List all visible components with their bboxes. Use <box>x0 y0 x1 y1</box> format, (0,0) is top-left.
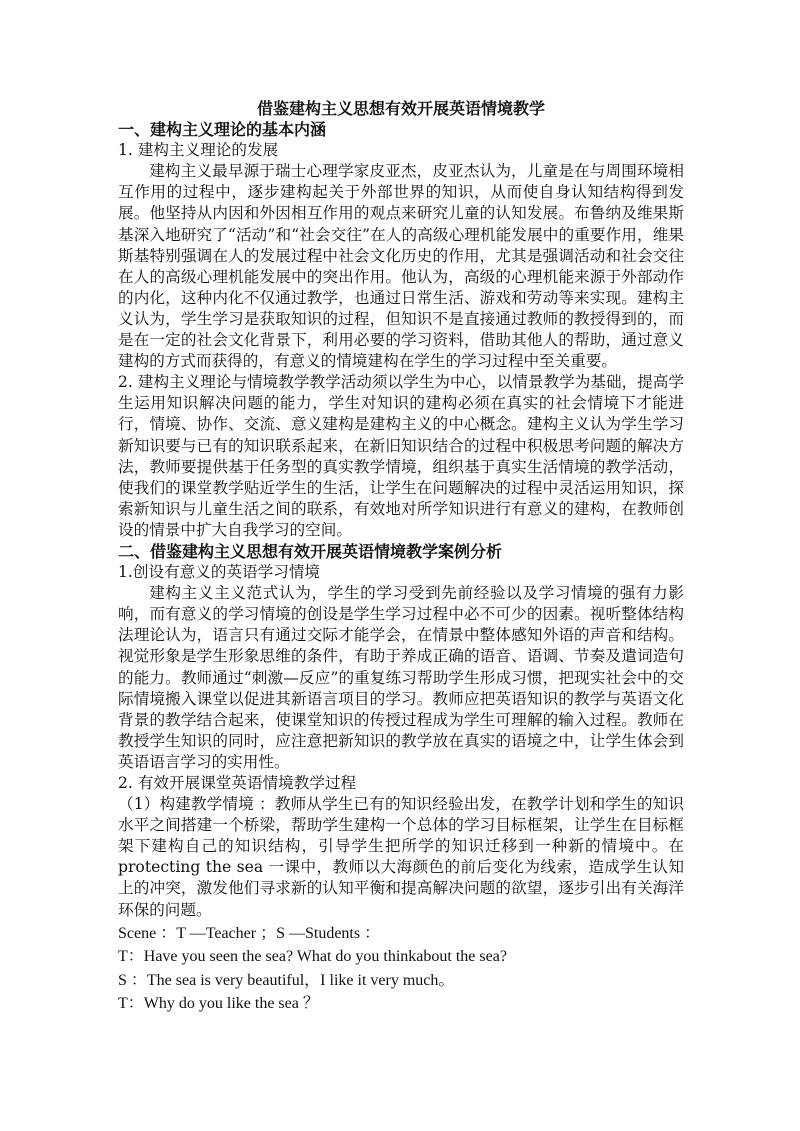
dialogue-scene: Scene ：T —Teacher ；S —Students ： <box>118 924 381 942</box>
subsection-1-1-paragraph: 建构主义最早源于瑞士心理学家皮亚杰，皮亚杰认为，儿童是在与周围环境相互作用的过程中，逐步建构起关于外部世界的知识，从而使自身认知结构得到发展。他坚持从内因和外因相互作用的观点来研究儿童的认知发展。布鲁纳及维果斯基深入地研究了“活动”和“社会交往”在人的高级心理机能发展中的重要作用，维果斯基特别强调在人的发展过程中社会文化历史的作用，尤其是强调活动和社会交往在人的高级心理机能发展中的突出作用。他认为，高级的心理机能来源于外部动作的内化，这种内化不仅通过教学，也通过日常生活、游戏和劳动等来实现。建构主义认为，学生学习是获取知识的过程，但知识不是直接通过教师的教授得到的，而是在一定的社会文化背景下，利用必要的学习资料，借助其他人的帮助，通过意义建构的方式而获得的，有意义的情境建构在学生的学习过程中至关重要。 <box>118 162 684 371</box>
document-page <box>118 98 684 1015</box>
dialogue-line: T：Why do you like the sea ？ <box>118 995 319 1013</box>
section-2-heading: 二、借鉴建构主义思想有效开展英语情境教学案例分析 <box>118 541 503 561</box>
subsection-2-1-paragraph: 建构主义主义范式认为，学生的学习受到先前经验以及学习情境的强有力影响，而有意义的学习情境的创设是学生学习过程中必不可少的因素。视听整体结构法理论认为，语言只有通过交际才能学会，在情景中整体感知外语的声音和结构。视觉形象是学生形象思维的条件，有助于养成正确的语音、语调、节奏及遣词造句的能力。教师通过“刺激—反应”的重复练习帮助学生形成习惯，把现实社会中的交际情境搬入课堂以促进其新语言项目的学习。教师应把英语知识的教学与英语文化背景的教学结合起来，使课堂知识的传授过程成为学生可理解的输入过程。教师在教授学生知识的同时，应注意把新知识的教学放在真实的语境之中，让学生体会到英语语言学习的实用性。 <box>118 584 684 771</box>
dialogue-line: S ：The sea is very beautiful，I like it very much。 <box>118 971 455 989</box>
subsection-2-2-paragraph: （1）构建教学情境 ：教师从学生已有的知识经验出发，在教学计划和学生的知识水平之间搭建一个桥梁，帮助学生建构一个总体的学习目标框架，让学生在目标框架下建构自己的知识结构，引导学生把所学的知识迁移到一种新的情境中。在 protecting the sea 一课中，教师以大海颜色的前后变化为线索，造成学生认知上的冲突，激发他们寻求新的认知平衡和提高解决问题的欲望，逐步引出有关海洋环保的问题。 <box>118 795 684 919</box>
subsection-2-1-heading: 1.创设有意义的英语学习情境 <box>118 563 321 582</box>
section-1-heading: 一、建构主义理论的基本内涵 <box>118 120 327 140</box>
subsection-1-2-paragraph: 2. 建构主义理论与情境教学教学活动须以学生为中心，以情景教学为基础，提高学生运用知识解决问题的能力，学生对知识的建构必须在真实的社会情境下才能进行，情境、协作、交流、意义建构是建构主义的中心概念。建构主义认为学生学习新知识要与已有的知识联系起来，在新旧知识结合的过程中积极思考问题的解决方法，教师要提供基于任务型的真实教学情境，组织基于真实生活情境的教学活动，使我们的课堂教学贴近学生的生活，让学生在问题解决的过程中灵活运用知识，探索新知识与儿童生活之间的联系，有效地对所学知识进行有意义的建构，在教师创设的情景中扩大自我学习的空间。 <box>118 373 684 539</box>
subsection-1-1-heading: 1. 建构主义理论的发展 <box>118 141 279 160</box>
document-title: 借鉴建构主义思想有效开展英语情境教学 <box>256 99 545 118</box>
subsection-2-2-heading: 2. 有效开展课堂英语情境教学过程 <box>118 774 357 792</box>
dialogue-line: T：Have you seen the sea? What do you thinkabout the sea? <box>118 948 507 966</box>
